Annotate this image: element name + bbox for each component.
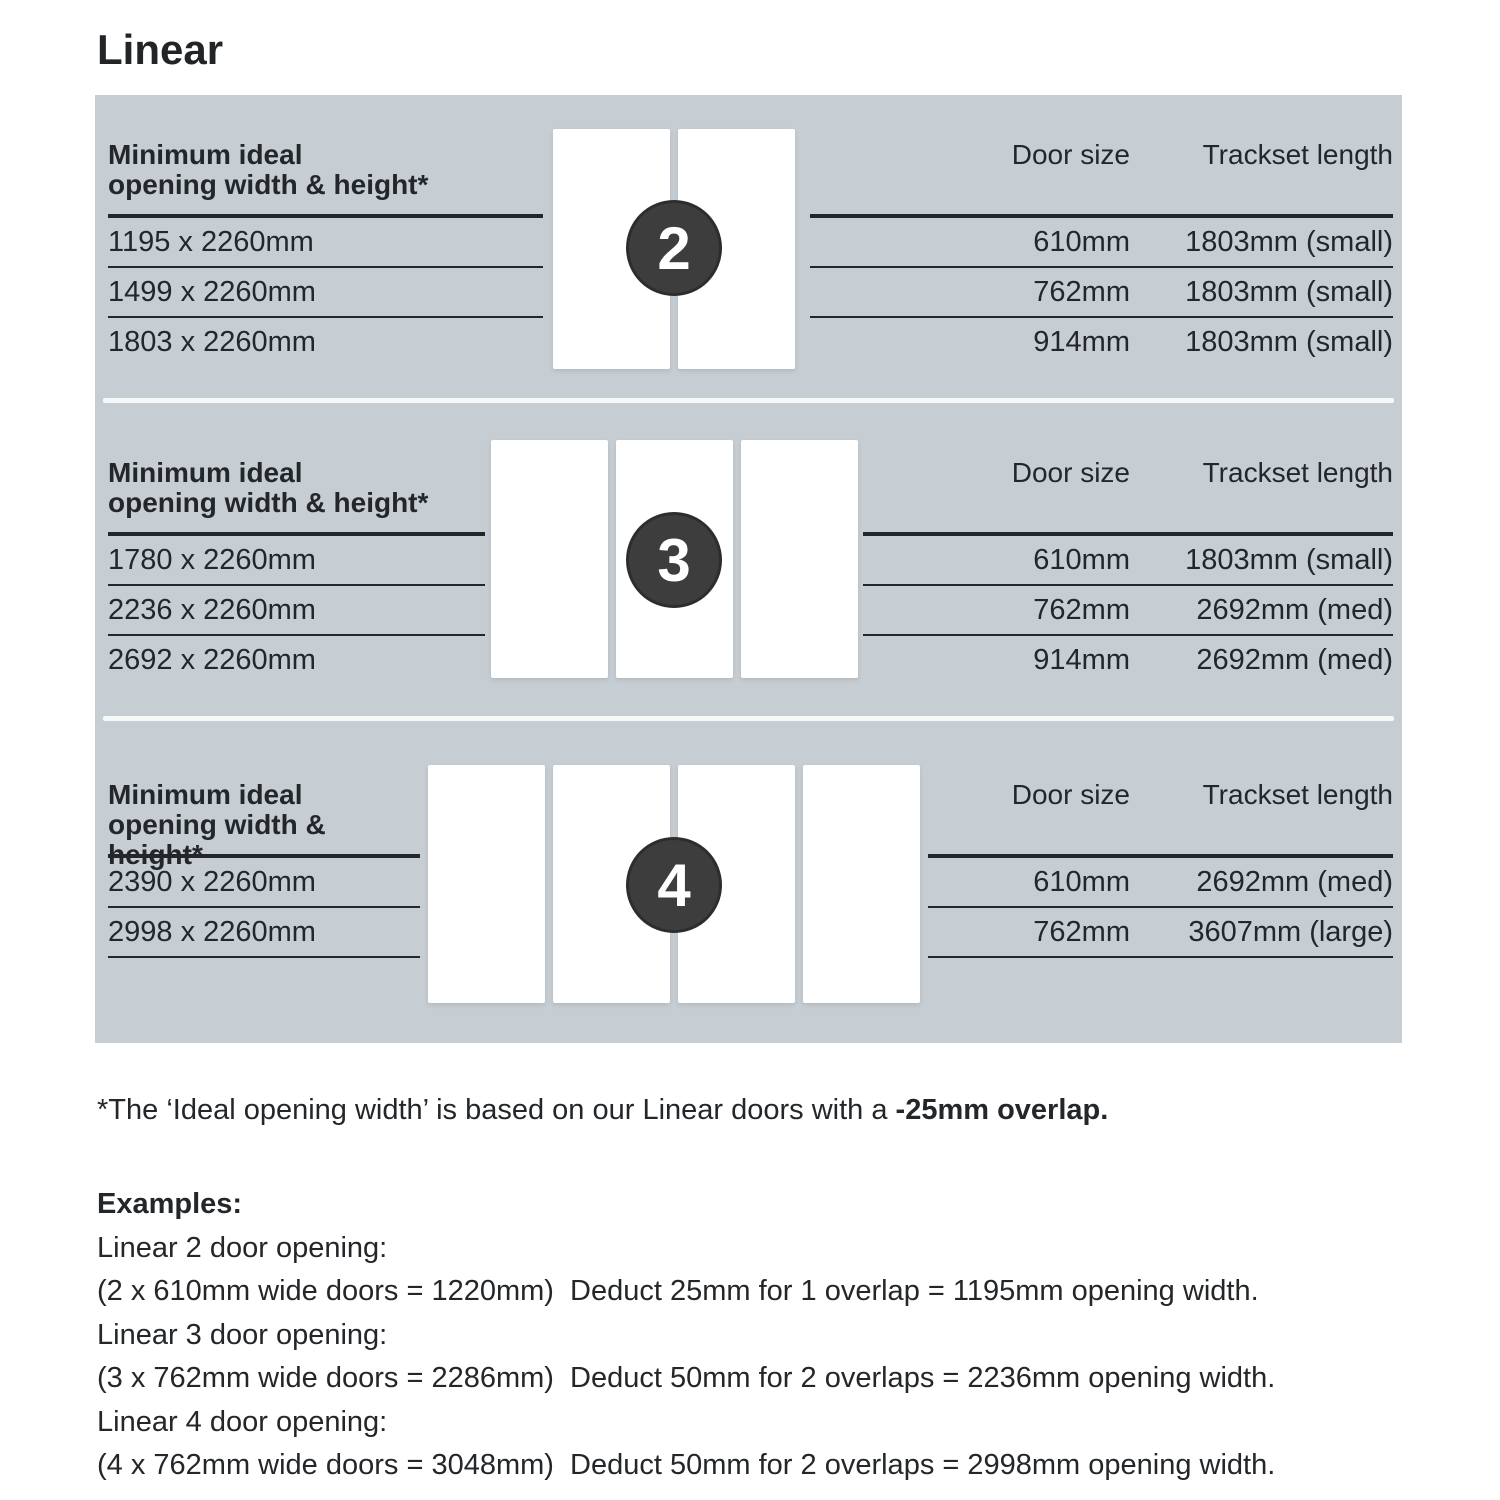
trackset-header: Trackset length <box>1202 457 1393 488</box>
trackset-cell: 3607mm (large) <box>1188 915 1393 948</box>
trackset-header: Trackset length <box>1202 139 1393 170</box>
door-size-header: Door size <box>1011 779 1130 810</box>
size-row <box>810 316 1393 366</box>
section-separator <box>103 716 1394 721</box>
example-line: Linear 3 door opening: <box>97 1318 388 1351</box>
opening-row: 1803 x 2260mm <box>108 316 543 366</box>
footnote <box>97 1090 1108 1130</box>
size-row <box>863 584 1393 634</box>
opening-table <box>108 140 543 366</box>
footnote-text: *The ‘Ideal opening width’ is based on our Linear doors with a <box>97 1094 896 1126</box>
opening-row: 2236 x 2260mm <box>108 584 485 634</box>
door-count-badge: 2 <box>626 200 722 296</box>
door-size-cell: 610mm <box>1033 543 1130 576</box>
opening-row: 2390 x 2260mm <box>108 865 316 898</box>
door-panel <box>741 440 858 678</box>
size-table <box>928 780 1393 958</box>
example-line: (2 x 610mm wide doors = 1220mm) Deduct 25mm for 1 overlap = 1195mm opening width. <box>97 1275 1259 1307</box>
trackset-cell: 1803mm (small) <box>1185 275 1393 308</box>
trackset-cell: 1803mm (small) <box>1185 325 1393 358</box>
door-panel <box>491 440 608 678</box>
door-count-badge: 3 <box>626 512 722 608</box>
examples-block <box>97 1183 1275 1488</box>
size-row <box>810 266 1393 316</box>
door-panel <box>428 765 545 1003</box>
door-size-cell: 610mm <box>1033 865 1130 898</box>
door-size-cell: 914mm <box>1033 643 1130 676</box>
size-row <box>928 858 1393 906</box>
door-size-cell: 610mm <box>1033 225 1130 258</box>
footnote-bold: -25mm overlap. <box>895 1094 1109 1126</box>
example-line: (4 x 762mm wide doors = 3048mm) Deduct 50mm for 2 overlaps = 2998mm opening width. <box>97 1449 1276 1481</box>
opening-table <box>108 780 420 958</box>
opening-row: 2692 x 2260mm <box>108 634 485 684</box>
size-table <box>863 458 1393 684</box>
door-size-header: Door size <box>1011 457 1130 488</box>
size-row <box>928 906 1393 956</box>
door-count-badge: 4 <box>626 837 722 933</box>
size-table <box>810 140 1393 366</box>
example-line: Linear 2 door opening: <box>97 1231 388 1264</box>
trackset-header: Trackset length <box>1202 779 1393 810</box>
opening-table <box>108 458 485 684</box>
door-panel <box>803 765 920 1003</box>
door-size-cell: 762mm <box>1033 593 1130 626</box>
page-title: Linear <box>97 26 224 73</box>
trackset-cell: 1803mm (small) <box>1185 225 1393 258</box>
example-line: Linear 4 door opening: <box>97 1405 388 1438</box>
examples-heading: Examples: <box>97 1188 243 1220</box>
example-line: (3 x 762mm wide doors = 2286mm) Deduct 50mm for 2 overlaps = 2236mm opening width. <box>97 1362 1276 1394</box>
opening-row: 2998 x 2260mm <box>108 906 420 956</box>
size-row <box>863 536 1393 584</box>
trackset-cell: 2692mm (med) <box>1196 643 1393 676</box>
door-size-cell: 762mm <box>1033 275 1130 308</box>
door-size-header: Door size <box>1011 139 1130 170</box>
size-row <box>863 634 1393 684</box>
opening-table-header: Minimum ideal opening width & height* <box>108 457 429 518</box>
opening-table-header: Minimum ideal opening width & height* <box>108 779 326 870</box>
opening-table-header: Minimum ideal opening width & height* <box>108 139 429 200</box>
opening-row: 1780 x 2260mm <box>108 543 316 576</box>
trackset-cell: 2692mm (med) <box>1196 593 1393 626</box>
door-size-cell: 914mm <box>1033 325 1130 358</box>
opening-row: 1499 x 2260mm <box>108 266 543 316</box>
size-row <box>810 218 1393 266</box>
trackset-cell: 1803mm (small) <box>1185 543 1393 576</box>
section-separator <box>103 398 1394 403</box>
trackset-cell: 2692mm (med) <box>1196 865 1393 898</box>
door-size-cell: 762mm <box>1033 915 1130 948</box>
opening-row: 1195 x 2260mm <box>108 225 314 258</box>
spec-panel <box>95 95 1402 1043</box>
